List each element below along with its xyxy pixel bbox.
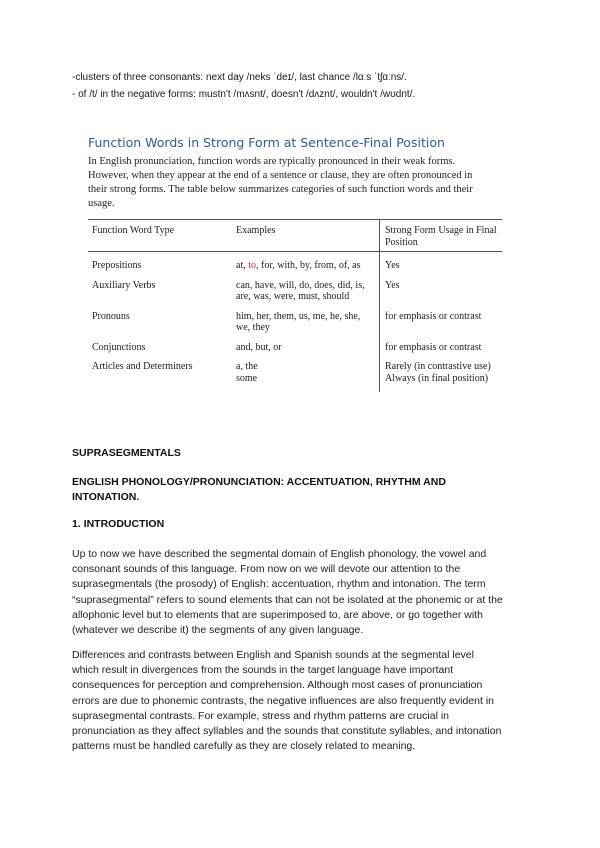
table-header-row [88,220,502,252]
introduction-heading: 1. INTRODUCTION [72,518,165,530]
paragraph-line: Up to now we have described the segmental domain of English phonology, the vowel and [72,548,487,560]
paragraph-line: “suprasegmental” refers to sound elements that can not be isolated at the phonemic or at the [72,593,503,606]
column-header-examples: Examples [232,220,380,252]
paragraph-differences [72,648,532,754]
suprasegmentals-heading: SUPRASEGMENTALS [72,447,181,459]
function-words-intro [88,155,518,211]
paragraph-suprasegmentals [72,547,532,638]
usage-cell: for emphasis or contrast [385,310,482,322]
intro-line: usage. [88,198,115,209]
cluster-note-line: -clusters of three consonants: next day /neks ˈdeɪ/, last chance /lɑːs ˈtʃɑːns/. [72,72,407,83]
examples-cell: him, her, them, us, me, he, she, we, they [232,308,380,339]
paragraph-line: pronunciation as they affect syllables and the sounds that constitute syllables, and intonation [72,725,502,738]
paragraph-line: suprasegmentals (the prosody) of English: accentuation, rhythm and intonation. The term [72,578,486,591]
usage-cell: Yes [385,279,400,291]
examples-cell [232,252,380,277]
table-row [88,358,502,392]
table-row [88,339,502,359]
examples-text: at, [236,260,249,271]
paragraph-line: allophonic level but to elements that are superimposed to, are above, or go together with [72,608,483,621]
paragraph-line: suprasegmental contrasts. For example, stress and rhythm patterns are crucial in [72,709,449,722]
column-header-type: Function Word Type [92,225,175,236]
type-cell: Pronouns [92,310,130,322]
paragraph-line: patterns must be handled carefully as they are closely related to meaning. [72,740,416,753]
type-cell: Auxiliary Verbs [92,279,156,291]
usage-cell: for emphasis or contrast [385,341,482,353]
examples-text: some [236,372,258,384]
phonology-heading [72,475,446,505]
column-header-usage: Strong Form Usage in Final Position [385,225,497,248]
examples-text: a, the [236,361,258,372]
examples-cell [232,358,380,392]
examples-cell: can, have, will, do, does, did, is, are, was, were, must, should [232,277,380,308]
type-cell: Prepositions [92,260,142,271]
usage-text: Always (in final position) [385,372,489,384]
table-row [88,308,502,339]
phonology-heading-line: ENGLISH PHONOLOGY/PRONUNCIATION: ACCENTUATION, RHYTHM AND [72,476,446,488]
paragraph-line: consonant sounds of this language. From now on we will devote our attention to the [72,563,461,576]
highlighted-example: to [248,260,256,271]
type-cell: Conjunctions [92,341,146,353]
paragraph-line: Differences and contrasts between English and Spanish sounds at the segmental level [72,649,474,661]
usage-cell [380,358,503,392]
table-row [88,277,502,308]
intro-line: In English pronunciation, function words are typically pronounced in their weak forms. [88,156,456,167]
examples-text: , for, with, by, from, of, as [256,260,361,271]
paragraph-line: which result in divergences from the sounds in the target language have important [72,664,454,677]
usage-cell: Yes [385,260,400,271]
function-words-table [88,219,502,392]
intro-line: However, when they appear at the end of a sentence or clause, they are often pronounced in [88,170,473,181]
paragraph-line: consequences for perception and comprehension. Although most cases of pronunciation [72,679,483,692]
table-row [88,252,502,277]
usage-text: Rarely (in contrastive use) [385,361,491,372]
phonology-heading-line: INTONATION. [72,491,140,503]
examples-cell: and, but, or [232,339,380,359]
paragraph-line: errors are due to phonemic contrasts, the negative influences are also frequently evident in [72,694,494,707]
negative-forms-note-line: - of /t/ in the negative forms: mustn't /mʌsnt/, doesn't /dʌznt/, wouldn't /wʊdnt/. [72,89,416,100]
type-cell: Articles and Determiners [92,361,193,372]
intro-line: their strong forms. The table below summarizes categories of such function words and their [88,184,473,195]
paragraph-line: (whatever we describe it) the segments of any given language. [72,624,364,637]
function-words-title: Function Words in Strong Form at Sentence-Final Position [88,135,445,150]
